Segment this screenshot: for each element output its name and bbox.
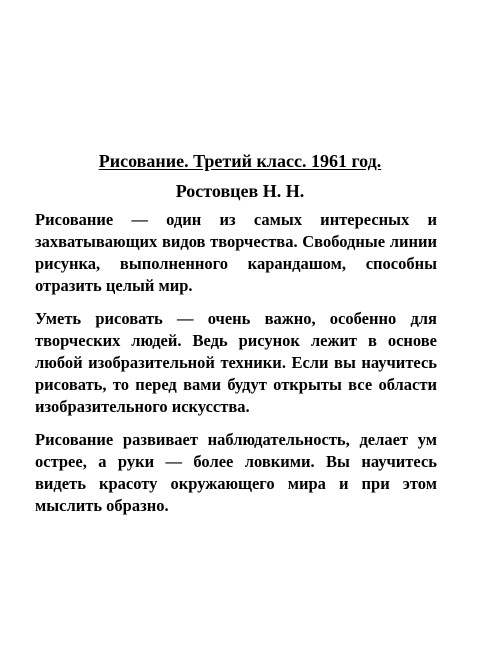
document-title: Рисование. Третий класс. 1961 год. <box>98 151 382 171</box>
paragraph-3: Рисование развивает наблюдательность, делает ум острее, а руки — более ловкими. Вы научитесь видеть красоту окружающего мира и при этом мыслить образно. <box>35 430 437 515</box>
paragraph-1: Рисование — один из самых интересных и захватывающих видов творчества. Свободные линии рисунка, выполненного карандашом, способны отразить целый мир. <box>35 210 437 295</box>
document-body <box>35 209 437 528</box>
document-author: Ростовцев Н. Н. <box>175 181 305 201</box>
paragraph-2: Уметь рисовать — очень важно, особенно для творческих людей. Ведь рисунок лежит в основе любой изобразительной техники. Если вы научитесь рисовать, то перед вами будут открыты все области изобразительного искусства. <box>35 309 437 416</box>
